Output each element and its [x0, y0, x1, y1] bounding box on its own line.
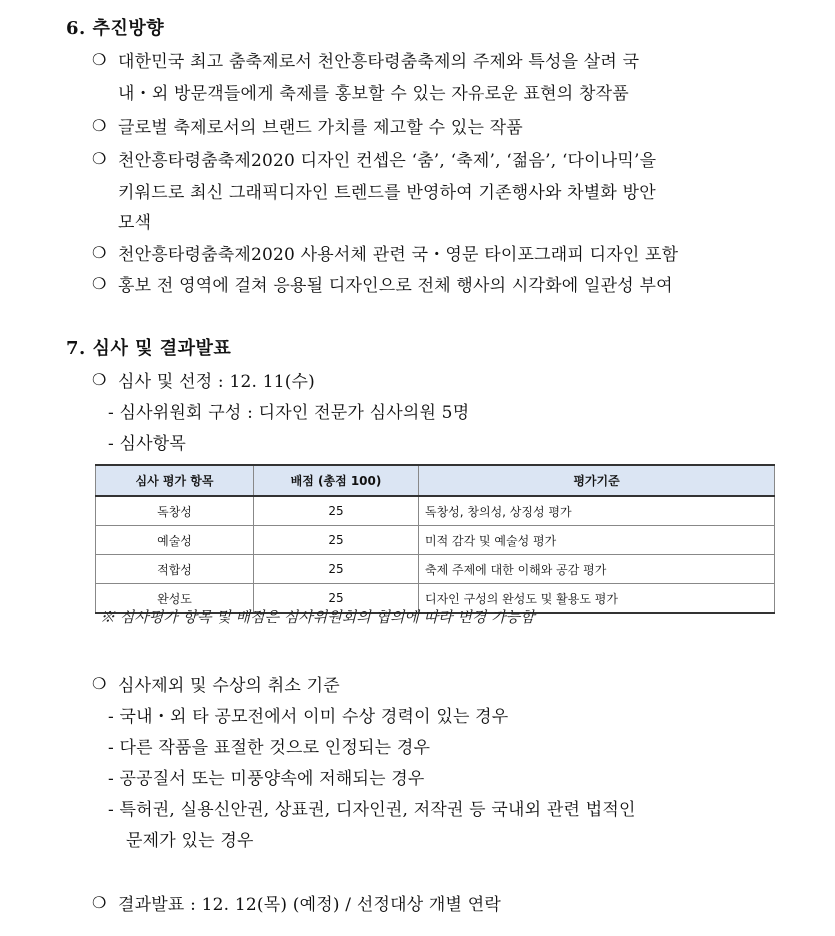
s6-b3-line3: 모색: [118, 213, 152, 233]
table-row: [96, 555, 775, 584]
table-cell: 디자인 구성의 완성도 및 활용도 평가: [419, 584, 775, 614]
result-announcement: 결과발표 : 12. 12(목) (예정) / 선정대상 개별 연락: [118, 895, 502, 915]
exclusion-item: - 국내・외 타 공모전에서 이미 수상 경력이 있는 경우: [108, 707, 509, 727]
exclusion-item-continued: 문제가 있는 경우: [126, 831, 254, 851]
exclusion-item: - 특허권, 실용신안권, 상표권, 디자인권, 저작권 등 국내외 관련 법적인: [108, 800, 636, 820]
bullet-circle-icon: ❍: [92, 274, 107, 293]
bullet-circle-icon: ❍: [92, 50, 107, 69]
s6-b2-line1: 글로벌 축제로서의 브랜드 가치를 제고할 수 있는 작품: [118, 118, 523, 138]
section-7-heading: 7. 심사 및 결과발표: [66, 338, 232, 359]
s6-b5-line1: 홍보 전 영역에 걸쳐 응용될 디자인으로 전체 행사의 시각화에 일관성 부여: [118, 276, 673, 296]
table-cell: 축제 주제에 대한 이해와 공감 평가: [419, 555, 775, 584]
table-cell: 25: [254, 496, 419, 526]
bullet-circle-icon: ❍: [92, 149, 107, 168]
table-footnote: ※ 심사평가 항목 및 배점은 심사위원회의 협의에 따라 변경 가능함: [100, 608, 535, 626]
bullet-circle-icon: ❍: [92, 116, 107, 135]
table-header-cell: 심사 평가 항목: [96, 465, 254, 496]
table-cell: 완성도: [96, 584, 254, 614]
review-committee: - 심사위원회 구성 : 디자인 전문가 심사의원 5명: [108, 403, 470, 423]
bullet-circle-icon: ❍: [92, 674, 107, 693]
table-header-row: [96, 465, 775, 496]
review-schedule: 심사 및 선정 : 12. 11(수): [118, 372, 316, 392]
exclusion-item: - 공공질서 또는 미풍양속에 저해되는 경우: [108, 769, 425, 789]
table-row: [96, 496, 775, 526]
table-row: [96, 526, 775, 555]
exclusion-title: 심사제외 및 수상의 취소 기준: [118, 676, 340, 696]
evaluation-table: [95, 464, 775, 614]
bullet-circle-icon: ❍: [92, 893, 107, 912]
table-header-cell: 평가기준: [419, 465, 775, 496]
table-header-cell: 배점 (총점 100): [254, 465, 419, 496]
section-6-heading: 6. 추진방향: [66, 18, 165, 39]
table-cell: 25: [254, 584, 419, 614]
table-cell: 예술성: [96, 526, 254, 555]
s6-b3-line2: 키워드로 최신 그래픽디자인 트렌드를 반영하여 기존행사와 차별화 방안: [118, 183, 656, 203]
table-cell: 적합성: [96, 555, 254, 584]
table-cell: 독창성, 창의성, 상징성 평가: [419, 496, 775, 526]
table-cell: 독창성: [96, 496, 254, 526]
table-cell: 미적 감각 및 예술성 평가: [419, 526, 775, 555]
table-cell: 25: [254, 526, 419, 555]
bullet-circle-icon: ❍: [92, 243, 107, 262]
s6-b4-line1: 천안흥타령춤축제2020 사용서체 관련 국・영문 타이포그래피 디자인 포함: [118, 245, 679, 265]
review-items-label: - 심사항목: [108, 434, 187, 454]
s6-b3-line1: 천안흥타령춤축제2020 디자인 컨셉은 ‘춤’, ‘축제’, ‘젊음’, ‘다이나믹’을: [118, 151, 657, 171]
table-cell: 25: [254, 555, 419, 584]
exclusion-item: - 다른 작품을 표절한 것으로 인정되는 경우: [108, 738, 431, 758]
bullet-circle-icon: ❍: [92, 370, 107, 389]
s6-b1-line1: 대한민국 최고 춤축제로서 천안흥타령춤축제의 주제와 특성을 살려 국: [118, 52, 640, 72]
s6-b1-line2: 내・외 방문객들에게 축제를 홍보할 수 있는 자유로운 표현의 창작품: [118, 84, 629, 104]
